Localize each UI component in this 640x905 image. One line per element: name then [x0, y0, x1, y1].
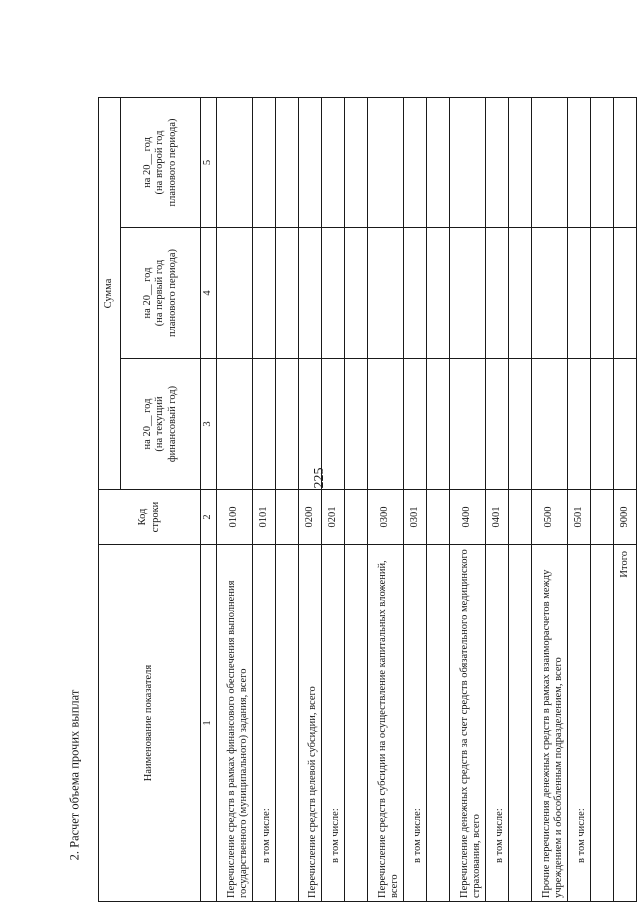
value-cell — [253, 359, 276, 490]
row-name — [276, 545, 299, 902]
header-current-year-line1: на 20__ год — [141, 398, 153, 450]
value-cell — [276, 359, 299, 490]
table-row — [450, 97, 486, 901]
value-cell — [322, 228, 345, 359]
row-code: 0101 — [253, 490, 276, 545]
table-row — [276, 97, 299, 901]
total-row — [614, 97, 637, 901]
value-cell — [509, 228, 532, 359]
row-code — [427, 490, 450, 545]
value-cell — [486, 97, 509, 227]
value-cell — [299, 97, 322, 227]
header-current-year-line3: финансовый год) — [166, 385, 178, 463]
total-code: 9000 — [614, 490, 637, 545]
value-cell — [217, 359, 253, 490]
payments-calculation-table — [98, 97, 637, 902]
value-cell — [404, 97, 427, 227]
header-current-year — [121, 359, 201, 490]
row-name: Перечисление средств субсидии на осуществление капитальных вложений, всего — [368, 545, 404, 902]
value-cell — [404, 359, 427, 490]
table-row — [427, 97, 450, 901]
value-cell — [486, 359, 509, 490]
value-cell — [322, 359, 345, 490]
row-name: в том числе: — [486, 545, 509, 902]
header-second-plan-year-line3: планового периода) — [166, 118, 178, 207]
value-cell — [427, 359, 450, 490]
header-second-plan-year — [121, 97, 201, 227]
value-cell — [568, 97, 591, 227]
table-row — [345, 97, 368, 901]
value-cell — [345, 228, 368, 359]
row-code: 0100 — [217, 490, 253, 545]
row-code — [591, 490, 614, 545]
header-first-plan-year-line3: планового периода) — [166, 248, 178, 338]
column-number-1: 1 — [201, 545, 217, 902]
row-code — [509, 490, 532, 545]
row-code: 0300 — [368, 490, 404, 545]
section-title: 2. Расчет объема прочих выплат — [67, 689, 82, 861]
value-cell — [614, 359, 637, 490]
value-cell — [368, 359, 404, 490]
column-number-4: 4 — [201, 228, 217, 359]
value-cell — [509, 97, 532, 227]
table-row — [532, 97, 568, 901]
row-code: 0400 — [450, 490, 486, 545]
value-cell — [217, 228, 253, 359]
row-name — [591, 545, 614, 902]
value-cell — [591, 97, 614, 227]
header-code-line1: Код — [136, 508, 148, 526]
value-cell — [322, 97, 345, 227]
header-second-plan-year-line2: (на второй год — [154, 130, 166, 195]
value-cell — [568, 359, 591, 490]
value-cell — [368, 97, 404, 227]
value-cell — [532, 228, 568, 359]
column-number-3: 3 — [201, 359, 217, 490]
value-cell — [345, 359, 368, 490]
table-row — [322, 97, 345, 901]
header-first-plan-year — [121, 228, 201, 359]
row-code — [276, 490, 299, 545]
value-cell — [614, 228, 637, 359]
row-name: в том числе: — [568, 545, 591, 902]
row-name — [345, 545, 368, 902]
row-name — [509, 545, 532, 902]
row-name: Перечисление денежных средств за счет средств обязательного медицинского страхования, всего — [450, 545, 486, 902]
value-cell — [427, 228, 450, 359]
table-row — [568, 97, 591, 901]
row-name: Перечисление средств целевой субсидии, всего — [299, 545, 322, 902]
value-cell — [450, 228, 486, 359]
value-cell — [368, 228, 404, 359]
table-row — [368, 97, 404, 901]
total-label: Итого — [614, 545, 637, 902]
value-cell — [276, 97, 299, 227]
table-row — [217, 97, 253, 901]
row-name: в том числе: — [322, 545, 345, 902]
row-code: 0500 — [532, 490, 568, 545]
column-number-2: 2 — [201, 490, 217, 545]
row-code: 0401 — [486, 490, 509, 545]
header-name: Наименование показателя — [99, 545, 201, 902]
value-cell — [404, 228, 427, 359]
value-cell — [532, 97, 568, 227]
header-current-year-line2: (на текущий — [154, 396, 166, 452]
header-code-line2: строки — [149, 501, 161, 533]
row-code: 0301 — [404, 490, 427, 545]
row-code: 0200 — [299, 490, 322, 545]
table-row — [591, 97, 614, 901]
value-cell — [345, 97, 368, 227]
value-cell — [568, 228, 591, 359]
header-sum: Сумма — [99, 97, 121, 489]
row-name — [427, 545, 450, 902]
value-cell — [591, 228, 614, 359]
value-cell — [532, 359, 568, 490]
value-cell — [486, 228, 509, 359]
page-number: 225 — [312, 467, 327, 489]
payments-table-container — [98, 98, 630, 902]
value-cell — [509, 359, 532, 490]
table-row — [509, 97, 532, 901]
header-second-plan-year-line1: на 20__ год — [141, 137, 153, 188]
value-cell — [299, 359, 322, 490]
value-cell — [450, 97, 486, 227]
value-cell — [217, 97, 253, 227]
row-name: Перечисление средств в рамках финансового обеспечения выполнения государственного (муниципального) задания, всего — [217, 545, 253, 902]
row-code: 0501 — [568, 490, 591, 545]
row-code: 0201 — [322, 490, 345, 545]
table-row — [253, 97, 276, 901]
header-first-plan-year-line1: на 20__ год — [141, 267, 153, 319]
value-cell — [253, 228, 276, 359]
value-cell — [253, 97, 276, 227]
value-cell — [427, 97, 450, 227]
row-name: в том числе: — [404, 545, 427, 902]
header-code — [99, 490, 201, 545]
column-number-5: 5 — [201, 97, 217, 227]
row-code — [345, 490, 368, 545]
table-row — [404, 97, 427, 901]
value-cell — [276, 228, 299, 359]
header-first-plan-year-line2: (на первый год — [154, 259, 166, 327]
value-cell — [299, 228, 322, 359]
row-name: в том числе: — [253, 545, 276, 902]
value-cell — [591, 359, 614, 490]
row-name: Прочие перечисления денежных средств в рамках взаиморасчетов между учреждением и обособленным подразделением, всего — [532, 545, 568, 902]
value-cell — [614, 97, 637, 227]
table-row — [486, 97, 509, 901]
value-cell — [450, 359, 486, 490]
table-row — [299, 97, 322, 901]
